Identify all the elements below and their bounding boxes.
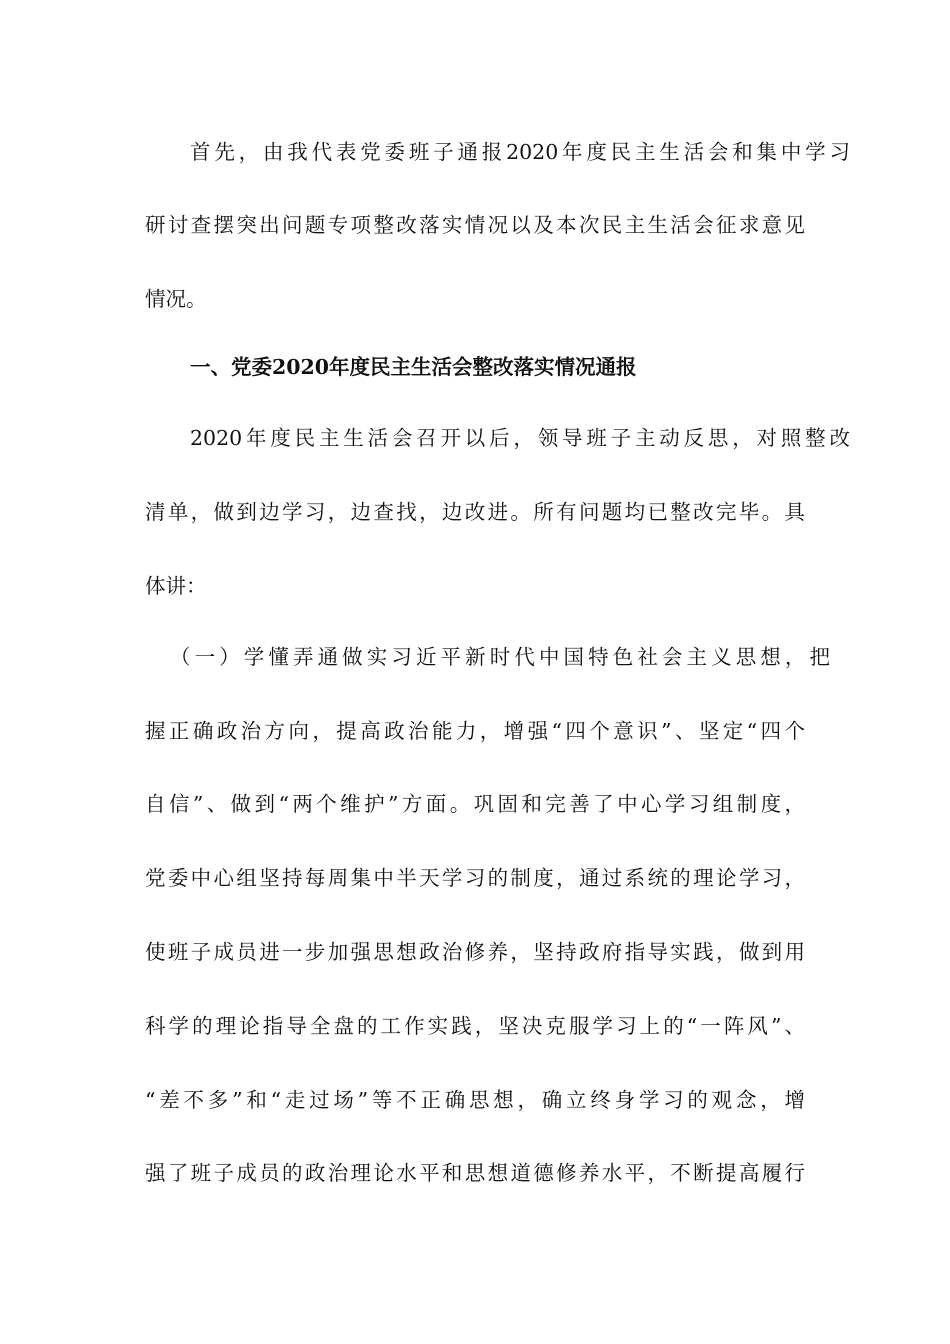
subsection-line-8: 强了班子成员的政治理论水平和思想道德修养水平，不断提高履行 <box>145 1161 805 1185</box>
subsection-line-2: 握正确政治方向，提高政治能力，增强“四个意识”、坚定“四个 <box>145 719 805 743</box>
paragraph-report-line-1: 2020年度民主生活会召开以后，领导班子主动反思，对照整改 <box>190 426 850 450</box>
subsection-line-1: （一）学懂弄通做实习近平新时代中国特色社会主义思想，把 <box>170 645 830 669</box>
paragraph-report-line-3: 体讲： <box>145 574 207 598</box>
subsection-line-7: “差不多”和“走过场”等不正确思想，确立终身学习的观念，增 <box>145 1088 805 1112</box>
subsection-line-6: 科学的理论指导全盘的工作实践，坚决克服学习上的“一阵风”、 <box>145 1014 805 1038</box>
subsection-line-3: 自信”、做到“两个维护”方面。巩固和完善了中心学习组制度， <box>145 792 805 816</box>
paragraph-intro-line-3: 情况。 <box>145 287 207 311</box>
paragraph-report-line-2: 清单，做到边学习，边查找，边改进。所有问题均已整改完毕。具 <box>145 500 805 524</box>
subsection-line-4: 党委中心组坚持每周集中半天学习的制度，通过系统的理论学习， <box>145 866 805 890</box>
paragraph-intro-line-2: 研讨查摆突出问题专项整改落实情况以及本次民主生活会征求意见 <box>145 213 805 237</box>
paragraph-intro-line-1: 首先，由我代表党委班子通报2020年度民主生活会和集中学习 <box>190 140 850 164</box>
subsection-line-5: 使班子成员进一步加强思想政治修养，坚持政府指导实践，做到用 <box>145 940 805 964</box>
section-heading: 一、党委2020年度民主生活会整改落实情况通报 <box>190 355 637 379</box>
